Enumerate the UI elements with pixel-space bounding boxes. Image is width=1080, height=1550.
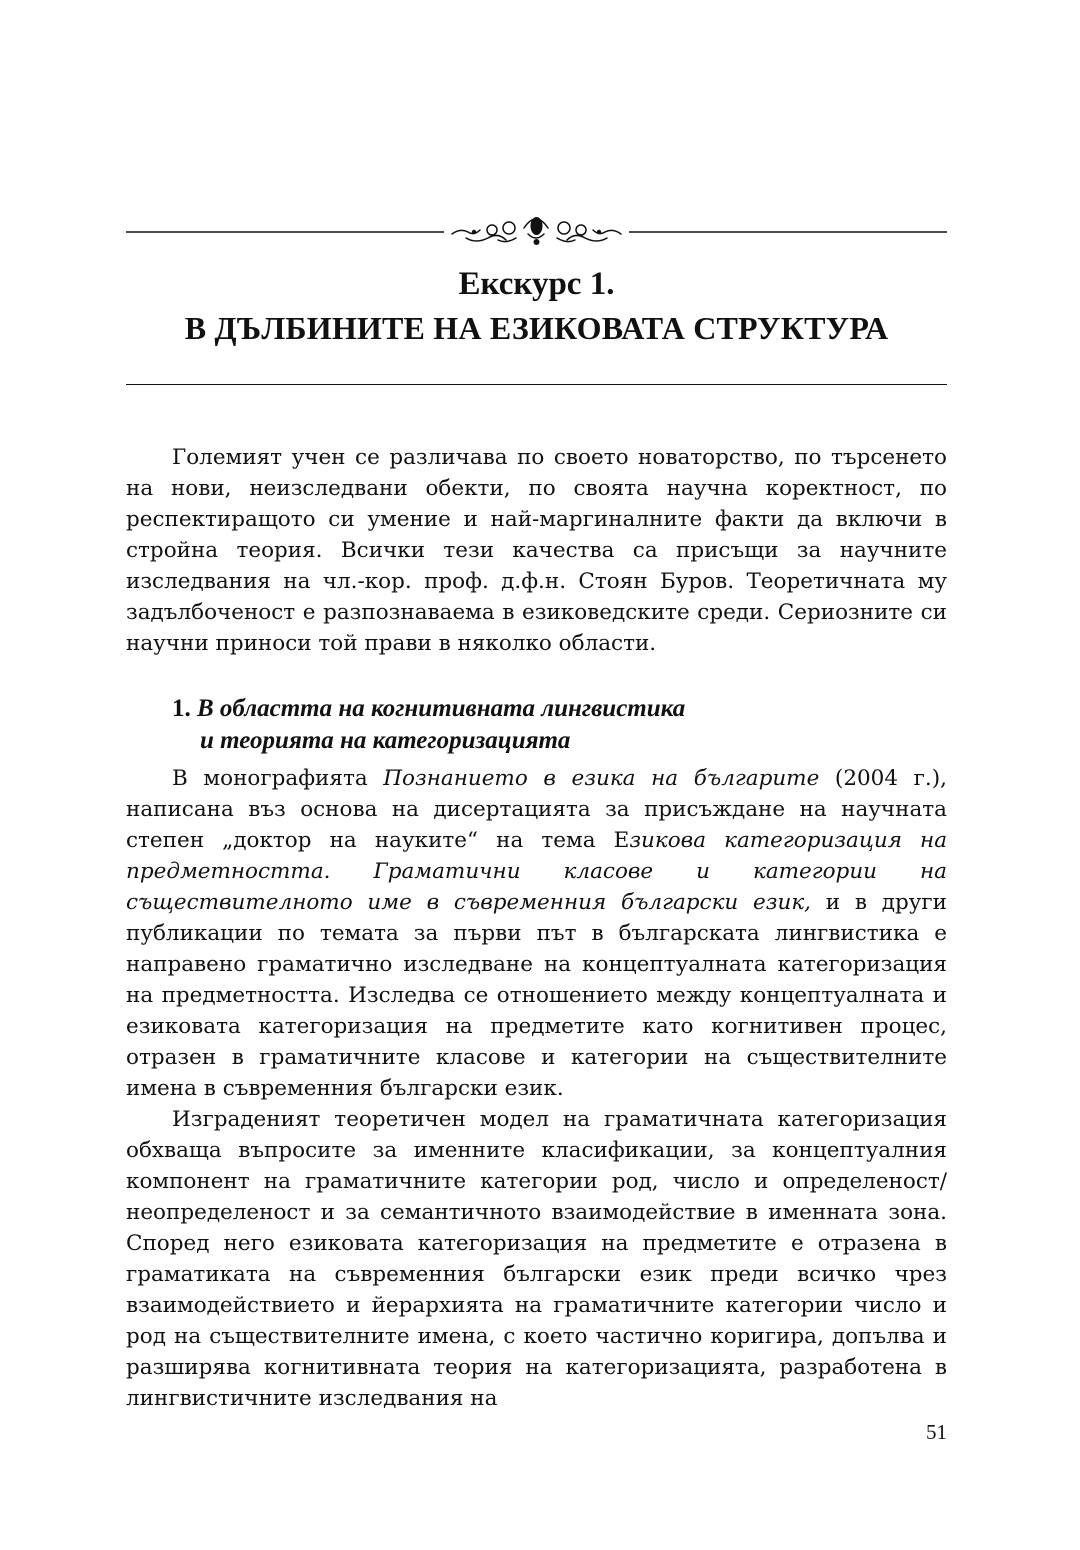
header-ornament xyxy=(126,200,947,264)
paragraph-monograph-part3: и в други публикации по темата за първи път в българската лингвистика е направено граматично изследване на концептуалната категоризация на предметността. Изследва се отношението между концептуалната и езиковата категоризация на предметите като когнитивен процес, отразен в граматичните класове и категории на съществителните имена в съвременния български език. xyxy=(126,890,947,1101)
section-heading-line2: и теорията на категоризацията xyxy=(200,727,571,754)
chapter-title-line2: В ДЪЛБИНИТЕ НА ЕЗИКОВАТА СТРУКТУРА xyxy=(184,310,889,346)
book-page xyxy=(126,0,947,1550)
title-divider xyxy=(126,384,947,385)
scroll-ornament-icon xyxy=(126,200,947,264)
paragraph-monograph-part2: (2004 г.), написана въз основа на дисертацията за присъждане на научната степен „доктор на науките“ на тема Е xyxy=(126,766,947,853)
chapter-title xyxy=(126,262,947,350)
monograph-title: Познанието в езика на българите xyxy=(383,766,820,791)
intro-paragraph: Големият учен се различава по своето новаторство, по търсенето на нови, неизследвани обекти, по своята научна коректност, по респектиращото си умение и най-маргиналните факти да включи в стройна теория. Всички тези качества са присъщи за научните изследвания на чл.-кор. проф. д.ф.н. Стоян Буров. Теоретичната му задълбоченост е разпознаваема в езиковедските среди. Сериозните си научни приноси той прави в няколко области. xyxy=(126,445,947,656)
paragraph-monograph-part1: В монографията xyxy=(172,766,384,791)
section-heading-line1: В областта на когнитивната лингвистика xyxy=(197,695,686,722)
section-heading xyxy=(172,693,947,757)
paragraph-monograph xyxy=(126,763,947,1104)
dissertation-title: зикова категоризация на предметността. Граматични класове и категории на съществителното име в съвременния български език, xyxy=(126,828,948,915)
chapter-title-line1: Екскурс 1. xyxy=(458,266,615,302)
body-text xyxy=(126,442,947,1414)
page-number: 51 xyxy=(926,1420,947,1444)
paragraph-model: Изграденият теоретичен модел на граматичната категоризация обхваща въпросите за именните класификации, за концептуалния компонент на граматичните категории род, число и определеност/неопределеност и за семантичното взаимодействие в именната зона. Според него езиковата категоризация на предметите е отразена в граматиката на съвременния български език преди всичко чрез взаимодействието и йерархията на граматичните категории число и род на съществителните имена, с което частично коригира, допълва и разширява когнитивната теория на категоризацията, разработена в лингвистичните изследвания на xyxy=(126,1107,947,1411)
section-number: 1. xyxy=(172,695,191,722)
